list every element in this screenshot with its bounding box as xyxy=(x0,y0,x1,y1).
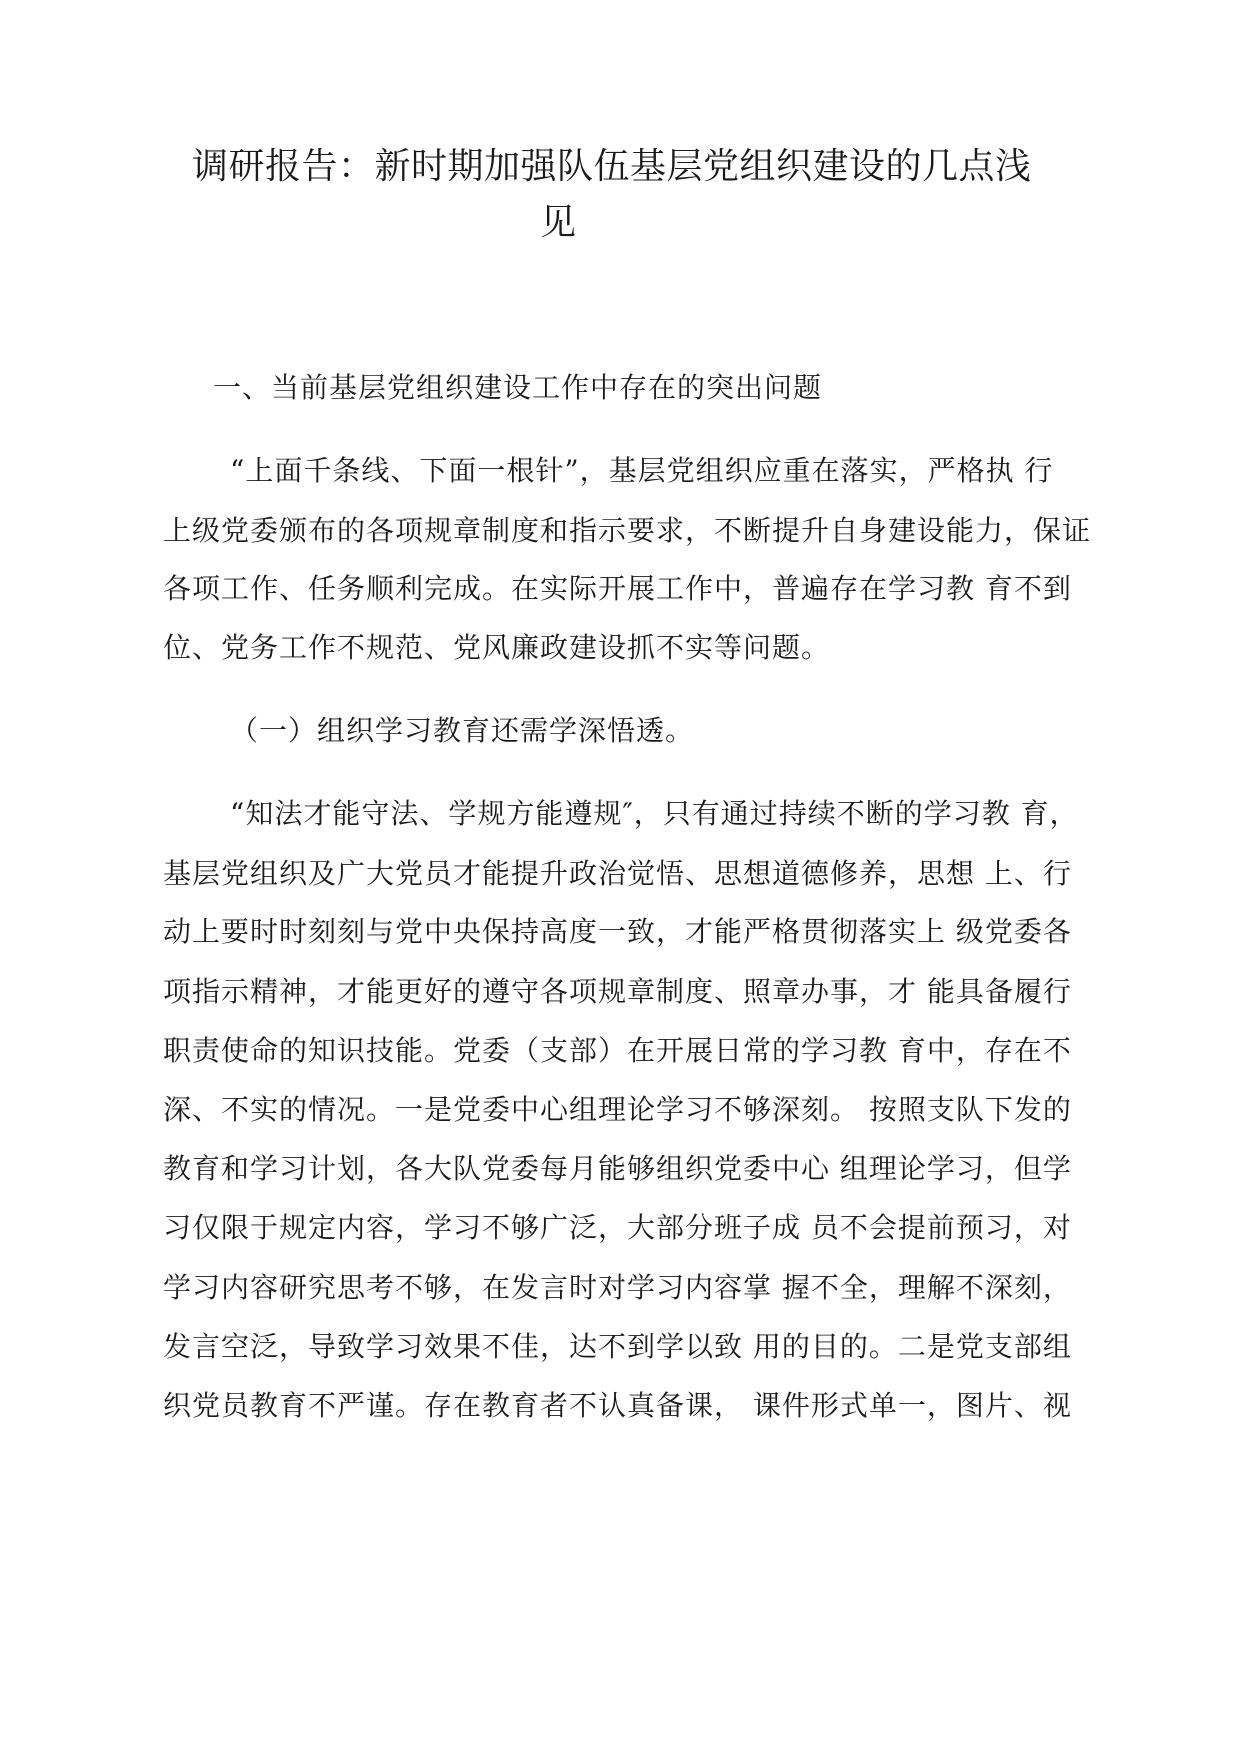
document-title-line-2: 见 xyxy=(540,202,577,243)
paragraph-line: 发言空泛，导致学习效果不佳，达不到学以致 用的目的。二是党支部组 xyxy=(163,1330,1072,1363)
paragraph-line: 位、党务工作不规范、党风廉政建设抓不实等问题。 xyxy=(163,631,831,664)
paragraph-line: “上面千条线、下面一根针”，基层党组织应重在落实，严格执 行 xyxy=(230,454,1054,487)
paragraph-line: “知法才能守法、学规方能遵规″，只有通过持续不断的学习教 育， xyxy=(230,797,1079,830)
paragraph-line: 基层党组织及广大党员才能提升政治觉悟、思想道德修养，思想 上、行 xyxy=(163,857,1072,890)
paragraph-line: 各项工作、任务顺利完成。在实际开展工作中，普遍存在学习教 育不到 xyxy=(163,572,1072,605)
paragraph-line: 职责使命的知识技能。党委（支部）在开展日常的学习教 育中，存在不 xyxy=(163,1034,1072,1067)
paragraph-line: 学习内容研究思考不够，在发言时对学习内容掌 握不全，理解不深刻， xyxy=(163,1271,1072,1304)
paragraph-line: 教育和学习计划，各大队党委每月能够组织党委中心 组理论学习，但学 xyxy=(163,1152,1072,1185)
paragraph-line: 深、不实的情况。一是党委中心组理论学习不够深刻。 按照支队下发的 xyxy=(163,1093,1072,1126)
paragraph-line: 项指示精神，才能更好的遵守各项规章制度、照章办事，才 能具备履行 xyxy=(163,975,1072,1008)
paragraph-line: 织党员教育不严谨。存在教育者不认真备课， 课件形式单一，图片、视 xyxy=(163,1389,1072,1422)
paragraph-line: 习仅限于规定内容，学习不够广泛，大部分班子成 员不会提前预习，对 xyxy=(163,1211,1072,1244)
paragraph-line: 动上要时时刻刻与党中央保持高度一致，才能严格贯彻落实上 级党委各 xyxy=(163,915,1072,948)
subsection-heading: （一）组织学习教育还需学深悟透。 xyxy=(230,714,695,747)
section-heading: 一、当前基层党组织建设工作中存在的突出问题 xyxy=(213,371,823,404)
document-title-line-1: 调研报告：新时期加强队伍基层党组织建设的几点浅 xyxy=(192,146,1032,187)
paragraph-line: 上级党委颁布的各项规章制度和指示要求，不断提升自身建设能力，保证 xyxy=(163,514,1092,547)
